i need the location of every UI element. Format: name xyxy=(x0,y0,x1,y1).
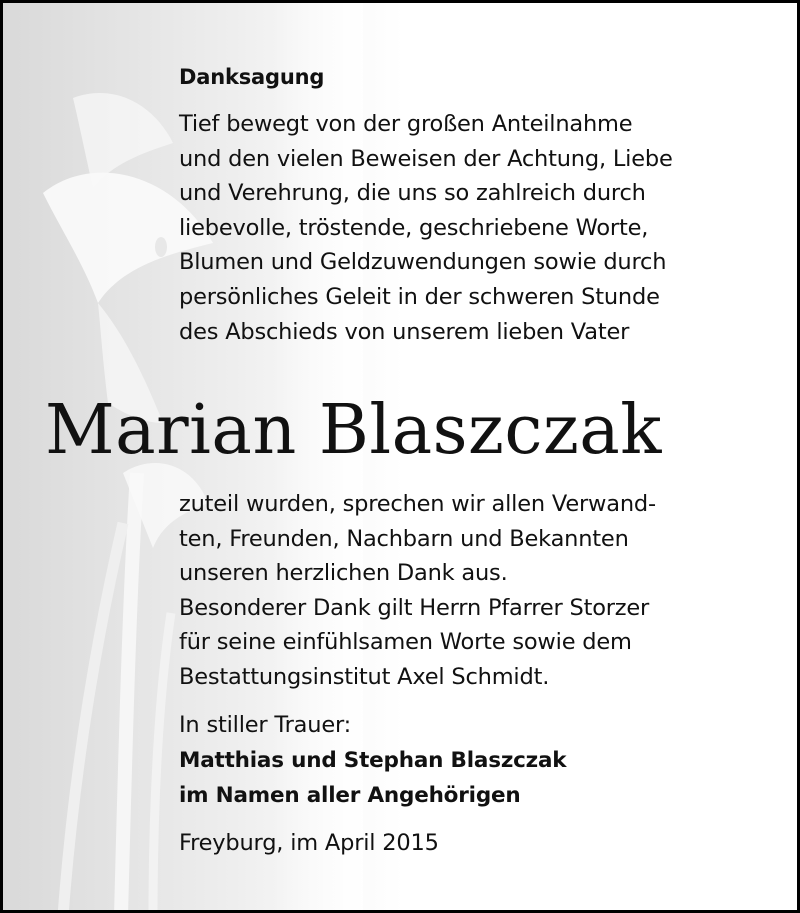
body-line: Besonderer Dank gilt Herrn Pfarrer Storzer xyxy=(179,594,650,621)
signatory-line: im Namen aller Angehörigen xyxy=(179,782,521,808)
body-line: zuteil wurden, sprechen wir allen Verwand- xyxy=(179,491,656,517)
body-line: Bestattungsinstitut Axel Schmidt. xyxy=(179,663,550,690)
intro-paragraph xyxy=(179,107,673,349)
body-paragraph xyxy=(179,487,656,695)
signatory-line: Matthias und Stephan Blaszczak xyxy=(179,748,567,773)
signatories xyxy=(179,744,566,813)
intro-line: Blumen und Geldzuwendungen sowie durch xyxy=(179,249,667,276)
body-line: ten, Freunden, Nachbarn und Bekannten xyxy=(179,525,629,552)
intro-line: persönliches Geleit in der schweren Stunde xyxy=(179,283,660,310)
deceased-name: Marian Blaszczak xyxy=(45,391,663,470)
body-line: für seine einfühlsamen Worte sowie dem xyxy=(179,629,632,656)
mourning-label: In stiller Trauer: xyxy=(179,712,352,738)
intro-line: des Abschieds von unserem lieben Vater xyxy=(179,318,630,345)
intro-line: und Verehrung, die uns so zahlreich durch xyxy=(179,180,646,207)
intro-line: liebevolle, tröstende, geschriebene Worte, xyxy=(179,214,649,241)
body-line: unseren herzlichen Dank aus. xyxy=(179,560,508,587)
heading: Danksagung xyxy=(179,65,325,89)
intro-line: Tief bewegt von der großen Anteilnahme xyxy=(179,111,633,137)
place-date: Freyburg, im April 2015 xyxy=(179,830,439,856)
intro-line: und den vielen Beweisen der Achtung, Liebe xyxy=(179,145,673,172)
